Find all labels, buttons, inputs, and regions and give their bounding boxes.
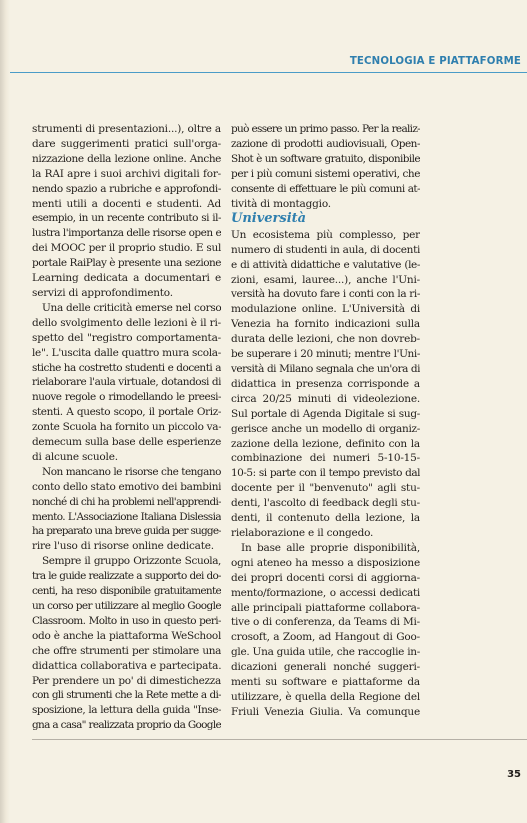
text-line: versità ha dovuto fare i conti con la ri- [231, 288, 420, 301]
text-line: modulazione online. L'Università di [231, 303, 420, 316]
text-line: ha preparato una breve guida per sugge- [32, 525, 221, 538]
text-line: Sul portale di Agenda Digitale si sug- [231, 407, 420, 420]
text-line: In base alle proprie disponibilità, [241, 541, 420, 554]
text-line: combinazione dei numeri 5-10-15- [231, 452, 420, 465]
text-line: 10-5: si parte con il tempo previsto dal [231, 467, 420, 480]
text-line: menti utili a docenti e studenti. Ad [32, 197, 221, 210]
text-line: Shot è un software gratuito, disponibile [231, 152, 420, 165]
text-line: zazione della lezione, definito con la [231, 437, 420, 450]
text-line: un corso per utilizzare al meglio Google [32, 600, 221, 612]
text-line: sposizione, la lettura della guida "Inse- [32, 704, 221, 717]
text-line: Sempre il gruppo Orizzonte Scuola, [42, 555, 221, 568]
text-line: Learning dedicata a documentari e [32, 272, 221, 285]
text-line: be superare i 20 minuti; mentre l'Uni- [231, 348, 420, 361]
text-line: stiche ha costretto studenti e docenti a [32, 361, 221, 374]
text-line: Friuli Venezia Giulia. Va comunque [231, 705, 420, 718]
text-line: nendo spazio a rubriche e approfondi- [32, 182, 221, 195]
text-line: rire l'uso di risorse online dedicate. [32, 540, 214, 553]
text-line: le". L'uscita dalle quattro mura scola- [32, 346, 221, 359]
text-line: durata delle lezioni, che non dovreb- [231, 333, 420, 346]
text-line: zioni, esami, lauree...), anche l'Uni- [231, 273, 420, 286]
text-line: denti, l'ascolto di feedback degli stu- [231, 497, 420, 510]
text-line: gerisce anche un modello di organiz- [231, 422, 420, 435]
text-line: dare suggerimenti pratici sull'orga- [32, 137, 221, 150]
text-line: con gli strumenti che la Rete mette a di- [32, 689, 221, 702]
text-line: Un ecosistema più complesso, per [231, 228, 420, 241]
text-line: rielaborare l'aula virtuale, dotandosi di [32, 376, 221, 389]
text-line: spetto del "registro comportamenta- [32, 331, 221, 344]
right-column-intro [231, 122, 420, 211]
text-line: denti, il contenuto della lezione, la [231, 512, 420, 525]
text-line: mento. L'Associazione Italiana Dislessia [32, 510, 221, 523]
text-line: che offre strumenti per stimolare una [32, 644, 221, 657]
right-text-column [231, 122, 420, 720]
text-line: versità di Milano segnala che un'ora di [231, 363, 420, 375]
text-line: zazione di prodotti audiovisuali, Open- [231, 137, 420, 150]
text-line: stenti. A questo scopo, il portale Oriz- [32, 406, 221, 419]
text-line: didattica collaborativa e partecipata. [32, 659, 221, 672]
text-line: rielaborazione e il congedo. [231, 526, 374, 539]
text-line: gna a casa" realizzata proprio da Google [32, 719, 221, 732]
text-line: dei MOOC per il proprio studio. E sul [32, 242, 221, 255]
text-line: circa 20/25 minuti di videolezione. [231, 392, 420, 405]
text-line: e di attività didattiche e valutative (le- [231, 258, 420, 271]
text-line: crosoft, a Zoom, ad Hangout di Goo- [231, 631, 420, 644]
text-line: menti su software e piattaforme da [231, 676, 420, 689]
text-line: mento/formazione, o accessi dedicati [231, 586, 420, 599]
text-line: nuove regole o rimodellando le preesi- [32, 391, 221, 404]
text-line: gle. Una guida utile, che raccoglie in- [231, 646, 420, 659]
footer-rule [32, 739, 527, 740]
left-text-column [32, 122, 221, 733]
text-line: centi, ha reso disponibile gratuitamente [32, 585, 221, 598]
text-line: dicazioni generali nonché suggeri- [231, 661, 420, 674]
text-line: Classroom. Molto in uso in questo peri- [32, 614, 221, 627]
page-binding-edge [0, 0, 10, 823]
text-line: zonte Scuola ha fornito un piccolo va- [32, 421, 221, 434]
text-line: dello svolgimento delle lezioni è il ri- [32, 316, 221, 329]
section-title: TECNOLOGIA E PIATTAFORME [349, 56, 521, 67]
page-number: 35 [507, 769, 521, 780]
text-line: Non mancano le risorse che tengano [42, 465, 221, 478]
text-line: numero di studenti in aula, di docenti [231, 243, 420, 256]
text-line: Per prendere un po' di dimestichezza [32, 674, 221, 687]
text-line: nizzazione della lezione online. Anche [32, 152, 221, 165]
text-line: demecum sulla base delle esperienze [32, 436, 221, 449]
text-line: alle principali piattaforme collabora- [231, 601, 420, 614]
text-line: nonché di chi ha problemi nell'apprendi- [32, 495, 221, 508]
text-line: può essere un primo passo. Per la realiz- [231, 123, 420, 135]
text-line: ogni ateneo ha messo a disposizione [231, 556, 420, 569]
text-line: portale RaiPlay è presente una sezione [32, 257, 221, 270]
text-line: per i più comuni sistemi operativi, che [231, 167, 420, 180]
text-line: conto dello stato emotivo dei bambini [32, 480, 221, 493]
right-column-body [231, 228, 420, 720]
text-line: odo è anche la piattaforma WeSchool [32, 629, 221, 642]
text-line: la RAI apre i suoi archivi digitali for- [32, 167, 221, 180]
text-line: tività di montaggio. [231, 197, 331, 210]
text-line: utilizzare, è quella della Regione del [231, 690, 420, 703]
text-line: tra le guide realizzate a supporto dei do- [32, 570, 221, 583]
text-line: servizi di approfondimento. [32, 286, 173, 299]
text-line: esempio, in un recente contributo si il- [32, 212, 221, 225]
text-line: didattica in presenza corrisponde a [231, 377, 420, 390]
subheading-universita: Università [231, 211, 307, 227]
text-line: dei propri docenti corsi di aggiorna- [231, 571, 420, 584]
text-line: di alcune scuole. [32, 450, 118, 463]
text-line: lustra l'importanza delle risorse open e [32, 227, 221, 240]
text-line: Venezia ha fornito indicazioni sulla [231, 318, 420, 331]
text-line: Una delle criticità emerse nel corso [42, 301, 221, 314]
text-line: strumenti di presentazioni...), oltre a [32, 123, 221, 135]
text-line: consente di effettuare le più comuni at- [231, 182, 420, 195]
page-header [10, 0, 527, 73]
text-line: tive o di conferenza, da Teams di Mi- [231, 616, 420, 629]
text-line: docente per il "benvenuto" agli stu- [231, 482, 420, 495]
